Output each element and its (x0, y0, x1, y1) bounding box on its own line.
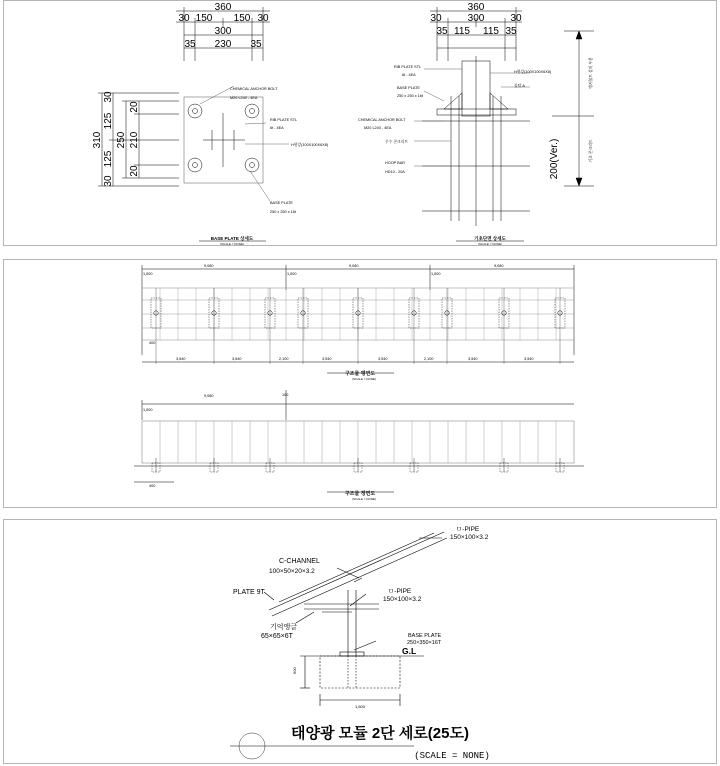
bp-scale: (SCALE = NONE) (220, 242, 244, 245)
front-edge: 400 (149, 484, 156, 488)
fs-callout-hoop: HOOP BAR (385, 161, 405, 165)
fs-dim-360: 360 (467, 2, 485, 13)
fs-callout-mortar: 몰탈 A (514, 84, 525, 88)
bp-dim-230: 230 (214, 39, 232, 50)
fs-callout-anchor-zone: 앵커볼트 설치 부분 (589, 57, 593, 89)
plan-overhang-2: 1,000 (287, 272, 297, 276)
plan-posts (151, 288, 565, 364)
side-channel-2: 100×50×20×3.2 (269, 568, 315, 575)
plan-spacing-8: 3,540 (524, 357, 534, 361)
plan-spacing-5: 3,540 (378, 357, 388, 361)
bp-dim-210: 210 (129, 131, 140, 149)
bp-dim-300: 300 (214, 26, 232, 37)
side-channel-1: C-CHANNEL (279, 558, 320, 565)
bp-dim-125a: 125 (103, 112, 114, 130)
side-base-2: 250×350×16T (407, 640, 442, 646)
bp-callout-rib: RIB PLATE STL (270, 118, 298, 122)
plan-spacing-6: 2,100 (424, 357, 434, 361)
side-scale: (SCALE = NONE) (414, 751, 490, 761)
fs-dim-30b: 30 (510, 13, 522, 24)
side-depth: 600 (292, 667, 297, 674)
side-pipe-mid-1: ㅁ-PIPE (388, 588, 412, 595)
bp-dim-35a: 35 (184, 39, 196, 50)
fs-callout-foundation: 기초 콘크리트 (589, 139, 593, 163)
fs-title: 기초단면 상세도 (474, 236, 506, 241)
fs-callout-hbeam: H형강(100X100X6X8) (514, 70, 552, 74)
fs-dim-35a: 35 (436, 26, 448, 37)
fs-callout-hoop-spec: HD10 - 20A (385, 170, 405, 174)
base-plate-and-foundation-panel (3, 0, 717, 246)
side-section-drawing (4, 520, 716, 763)
fs-callout-concrete: 무수 콘크리트 (385, 140, 409, 144)
plan-scale: (SCALE = NONE) (352, 377, 376, 381)
bp-title: BASE PLATE 상세도 (210, 236, 254, 241)
plan-title: 구조물 평면도 (344, 371, 376, 377)
side-ground: G.L (402, 646, 417, 656)
side-width: 1,600 (354, 704, 366, 709)
fs-dim-115a: 115 (454, 26, 470, 37)
plan-spacing-7: 3,540 (468, 357, 478, 361)
bp-dim-310: 310 (92, 131, 103, 149)
side-base-1: BASE PLATE (408, 633, 442, 639)
fs-height-dim: 200(Ver.) (549, 138, 560, 180)
bp-callout-anchor-spec: M20 L240 - 4EA (230, 96, 258, 100)
side-title: 태양광 모듈 2단 세로(25도) (291, 725, 469, 742)
front-module-grid (160, 421, 556, 463)
plan-spacing-2: 3,540 (232, 357, 242, 361)
plan-span-2: 9,080 (349, 264, 359, 268)
fs-dim-35b: 35 (505, 26, 517, 37)
bp-dim-30d: 30 (103, 175, 114, 187)
plan-overhang-3: 1,000 (431, 272, 441, 276)
bp-dim-360: 360 (214, 2, 232, 13)
bp-callout-anchor: CHEMICAL ANCHOR BOLT (230, 87, 278, 91)
bp-callout-plate-spec: 250 x 250 x 16t (270, 210, 296, 214)
side-section-panel (3, 519, 717, 764)
front-posts (152, 458, 564, 472)
plan-overhang-1: 1,000 (143, 272, 153, 276)
fs-dim-300: 300 (467, 13, 485, 24)
bp-callout-hbeam: H형강(100X100X6X8) (291, 143, 329, 147)
plan-spacing-4: 3,540 (322, 357, 332, 361)
side-pipe-top-1: ㅁ-PIPE (456, 526, 480, 533)
fs-callout-rib-spec: 6t - 4EA (402, 73, 416, 77)
front-scale: (SCALE = NONE) (352, 497, 376, 501)
fs-callout-anchor-spec: M20 L240 - 4EA (364, 126, 392, 130)
fs-callout-anchor: CHEMICAL ANCHOR BOLT (358, 118, 406, 122)
front-span: 9,080 (204, 394, 214, 398)
bp-dim-20a: 20 (129, 101, 140, 113)
front-overhang: 1,000 (143, 408, 153, 412)
bp-callout-plate: BASE PLATE (270, 201, 293, 205)
bp-dim-20b: 20 (129, 165, 140, 177)
bp-callout-rib-spec: 6t - 4EA (270, 126, 284, 130)
side-pipe-top-2: 150×100×3.2 (450, 534, 489, 541)
plan-span-3: 9,080 (494, 264, 504, 268)
front-post-label: 100 (282, 393, 289, 397)
plan-spacing-3: 2,100 (279, 357, 289, 361)
plan-edge: 400 (149, 341, 156, 345)
front-title: 구조물 정면도 (344, 491, 376, 497)
bp-dim-30b: 30 (257, 13, 269, 24)
plan-span-1: 9,080 (204, 264, 214, 268)
fs-dim-30a: 30 (430, 13, 442, 24)
fs-callout-bp-spec: 250 x 250 x 16t (397, 94, 423, 98)
fs-dim-115b: 115 (483, 26, 499, 37)
bp-dim-150b: 150 (233, 13, 251, 24)
bp-dim-30c: 30 (103, 91, 114, 103)
structure-plan-front (4, 260, 716, 507)
plan-and-front-view-panel (3, 259, 717, 508)
side-pipe-mid-2: 150×100×3.2 (383, 596, 422, 603)
bp-dim-250: 250 (116, 131, 127, 149)
bp-dim-125b: 125 (103, 150, 114, 168)
side-plate: PLATE 9T (233, 589, 265, 596)
bp-dim-150a: 150 (195, 13, 213, 24)
fs-scale: (SCALE = NONE) (478, 242, 502, 245)
bp-dim-35b: 35 (250, 39, 262, 50)
detail-drawings (4, 1, 716, 245)
bp-dim-30a: 30 (178, 13, 190, 24)
plan-spacing-1: 3,540 (176, 357, 186, 361)
side-angle-2: 65×65×6T (261, 633, 293, 640)
side-angle-1: 기억앵글 (270, 624, 298, 631)
fs-callout-bp: BASE PLATE (397, 86, 420, 90)
fs-callout-rib: RIB PLATE STL (394, 65, 422, 69)
